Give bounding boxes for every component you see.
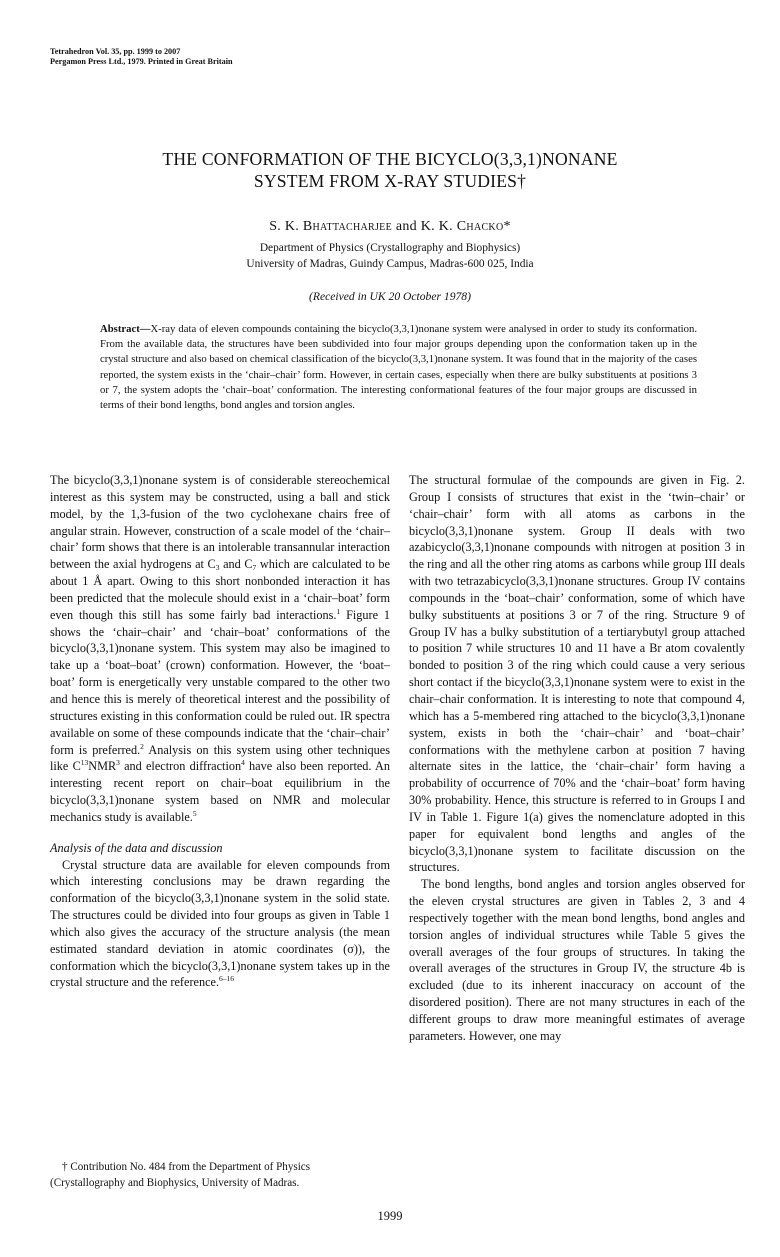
- subscript: 3: [215, 563, 220, 573]
- journal-citation: [50, 47, 233, 67]
- body-paragraph: The bond lengths, bond angles and torsion angles observed for the eleven crystal structures are given in Tables 2, 3 and 4 respectively together with the mean bond lengths, bond angles and torsion angles of individual structures while Table 5 gives the overall averages of the four groups of structures. In taking the overall averages of the structures in Group IV, the structure 4b is excluded (due to its inherent inaccuracy on account of the disordered position). There are not many structures in each of the different groups to draw more meaningful estimates of average parameters. However, one may: [409, 877, 745, 1043]
- subscript: 7: [252, 563, 257, 573]
- abstract-dash: —: [139, 323, 151, 335]
- section-heading: Analysis of the data and discussion: [50, 840, 223, 855]
- journal-line-1: Tetrahedron Vol. 35, pp. 1999 to 2007: [50, 47, 181, 56]
- affiliation-line-1: Department of Physics (Crystallography and Biophysics): [259, 242, 521, 254]
- footnote-line-2: (Crystallography and Biophysics, University of Madras.: [50, 1176, 300, 1189]
- reference-superscript: 3: [116, 758, 120, 768]
- text-run: and electron diffraction: [119, 759, 242, 774]
- reference-superscript: 6–16: [219, 974, 235, 984]
- text-run: The bicyclo(3,3,1)nonane system is of considerable stereochemical interest as this system may be constructed, using a ball and stick model, by the 1,3-fusion of the two cyclohexane chairs free of angular strain. However, construction of a scale model of the ‘chair–chair’ form shows that there is an intolerable transannular interaction between the axial hydrogens at C: [50, 473, 390, 572]
- reference-superscript: 2: [140, 741, 144, 751]
- page-number: 1999: [377, 1209, 403, 1223]
- text-run: Figure 1 shows the ‘chair–chair’ and ‘chair–boat’ conformations of the bicyclo(3,3,1)nonane system. This system may also be imagined to take up a ‘boat–boat’ (crown) conformation. However, the ‘boat–boat’ form is energetically very unstable compared to the other two and hence this is merely of theoretical interest and the possibility of structures existing in this conformation could be ruled out. IR spectra available on some of these compounds indicate that the ‘chair–chair’ form is preferred.: [50, 607, 390, 757]
- isotope-superscript: 13: [80, 758, 89, 768]
- journal-line-2: Pergamon Press Ltd., 1979. Printed in Great Britain: [50, 57, 233, 66]
- body-paragraph: [50, 857, 390, 992]
- text-run: have also been reported. An interesting recent report on chair–boat equilibrium in the bicyclo(3,3,1)nonane system based on NMR and molecular mechanics study is available.: [50, 759, 390, 824]
- author-2: K. K. Chacko*: [420, 219, 511, 234]
- article-title: [60, 148, 720, 192]
- author-1: S. K. Bhattacharjee: [269, 219, 393, 234]
- footnote-line-1: † Contribution No. 484 from the Department of Physics: [62, 1161, 311, 1173]
- right-column: [409, 472, 745, 1045]
- affiliation-line-2: University of Madras, Guindy Campus, Madras-600 025, India: [246, 258, 534, 270]
- text-run: NMR: [88, 759, 117, 774]
- received-date: [60, 290, 720, 303]
- title-line-1: THE CONFORMATION OF THE BICYCLO(3,3,1)NONANE: [162, 149, 618, 169]
- received-text: (Received in UK 20 October 1978): [309, 290, 471, 303]
- reference-superscript: 1: [336, 606, 341, 616]
- author-connector: and: [395, 219, 417, 234]
- text-run: Analysis on this system using other techniques like C: [50, 742, 390, 774]
- abstract-text: X-ray data of eleven compounds containing the bicyclo(3,3,1)nonane system were analysed in order to study its conformation. From the available data, the structures have been subdivided into four major groups depending upon the conformation taken up in the crystal structure and also based on chemical classification of the bicyclo(3,3,1)nonane system. It was found that in the majority of the cases reported, the system exists in the ‘chair–chair’ form. However, in certain cases, especially when there are bulky substituents at positions 3 or 7, the system adopts the ‘chair–boat’ conformation. The interesting conformational features of the four major groups are discussed in terms of their bond lengths, bond angles and torsion angles.: [100, 323, 697, 412]
- text-run: Crystal structure data are available for eleven compounds from which interesting conclusions may be drawn regarding the conformation of the bicyclo(3,3,1)nonane system in the solid state. The structures could be divided into four groups as given in Table 1 which also gives the accuracy of the structure analysis (the mean estimated standard deviation in atomic coordinates (σ)), the conformation which the bicyclo(3,3,1)nonane system takes up in the crystal structure and the reference.: [50, 857, 390, 990]
- reference-superscript: 4: [241, 758, 245, 768]
- footnote: [50, 1160, 390, 1191]
- text-run: which are calculated to be about 1 Å apart. Owing to this short nonbonded interaction it has been predicted that the molecule should exist in a ‘chair–boat’ form even though this still has some fairly bad interactions.: [50, 557, 390, 622]
- abstract: [100, 322, 697, 413]
- title-line-2: SYSTEM FROM X-RAY STUDIES†: [253, 171, 527, 191]
- author-list: [60, 219, 720, 235]
- text-run: and C: [219, 557, 253, 572]
- body-paragraph: The structural formulae of the compounds are given in Fig. 2. Group I consists of structures that exist in the ‘twin–chair’ or ‘chair–chair’ form with all atoms as carbons in the bicyclo(3,3,1)nonane system. Group II deals with two azabicyclo(3,3,1)nonane compounds with nitrogen at position 3 in the ring and all the other ring atoms as carbons while group III deals with two tetrazabicyclo(3,3,1)nonane structures. Group IV contains compounds in the ‘boat–chair’ conformation, some of which have bulky substituents at positions 3 or 7 of the ring. Structure 9 of Group IV has a bulky substitution of a tertiarybutyl group attached to position 7 while structures 10 and 11 have a Br atom covalently bonded to position 3 of the ring which could cause a very serious short contact if the bicyclo(3,3,1)nonane system were to exist in the chair–chair conformation. It is interesting to note that compound 4, which has a 5-membered ring attached to the bicyclo(3,3,1)nonane system, exists in both the ‘chair–chair’ and ‘boat–chair’ conformations with the methylene carbon at position 7 having alternate sites in the lattice, the ‘chair–chair’ form having a probability of occurrence of 70% and the ‘chair–boat’ form having 30% probability. Hence, this structure is referred to in Groups I and IV in Table 1. Figure 1(a) gives the nomenclature adopted in this paper for equivalent bond lengths and angles of the bicyclo(3,3,1)nonane system to facilitate discussion on the structures.: [409, 473, 745, 875]
- abstract-label: Abstract: [100, 323, 140, 335]
- left-column: [50, 472, 390, 991]
- affiliation: [60, 240, 720, 272]
- body-paragraph: [50, 472, 390, 826]
- reference-superscript: 5: [192, 808, 197, 818]
